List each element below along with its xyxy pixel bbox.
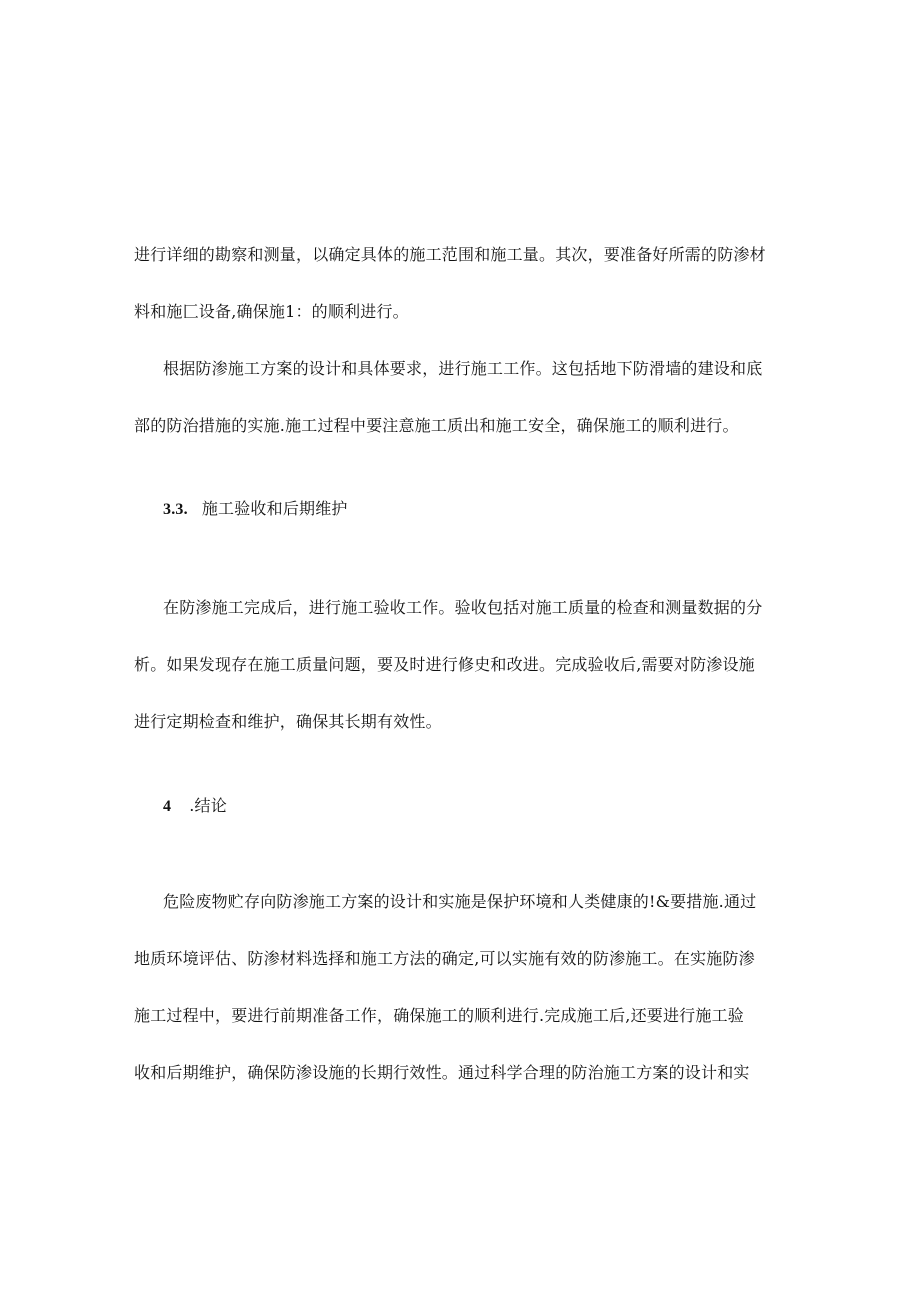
- paragraph-acceptance-line-2: 析。如果发现存在施工质量问题，要及时进行修史和改进。完成验收后,需要对防渗设施: [134, 655, 755, 674]
- paragraph-construction-line-2: 部的防治措施的实施.施工过程中要注意施工质出和施工安全，确保施工的顺利进行。: [134, 416, 739, 435]
- paragraph-acceptance-line-3: 进行定期检查和维护，确保其长期有效性。: [134, 712, 442, 731]
- paragraph-prep-line-1: 进行详细的勘察和测量，以确定具体的施工范围和施工量。其次，要准备好所需的防渗材: [134, 245, 766, 264]
- paragraph-prep-line-2: 料和施匚设备,确保施1：的顺利进行。: [134, 302, 409, 321]
- section-heading-3-3: [163, 499, 348, 520]
- paragraph-conclusion-line-3: 施工过程中，要进行前期准备工作，确保施工的顺利进行.完成施工后,还要进行施工验: [134, 1006, 744, 1025]
- paragraph-conclusion-line-2: 地质环境评估、防渗材料选择和施工方法的确定,可以实施有效的防渗施工。在实施防渗: [134, 949, 755, 968]
- section-number: 4: [163, 798, 172, 815]
- section-number: 3.3.: [163, 501, 188, 518]
- paragraph-construction-line-1: 根据防渗施工方案的设计和具体要求，进行施工工作。这包括地下防滑墙的建设和底: [163, 359, 763, 378]
- section-heading-4: [163, 796, 227, 817]
- paragraph-acceptance-line-1: 在防渗施工完成后，进行施工验收工作。验收包括对施工质量的检查和测量数据的分: [163, 598, 763, 617]
- paragraph-conclusion-line-4: 收和后期维护，确保防渗设施的长期行效性。通过科学合理的防治施工方案的设计和实: [134, 1063, 750, 1082]
- paragraph-conclusion-line-1: 危险废物贮存向防渗施工方案的设计和实施是保护环境和人类健康的!&要措施.通过: [163, 892, 757, 911]
- section-title: .结论: [189, 796, 227, 815]
- section-title: 施工验收和后期维护: [201, 499, 348, 518]
